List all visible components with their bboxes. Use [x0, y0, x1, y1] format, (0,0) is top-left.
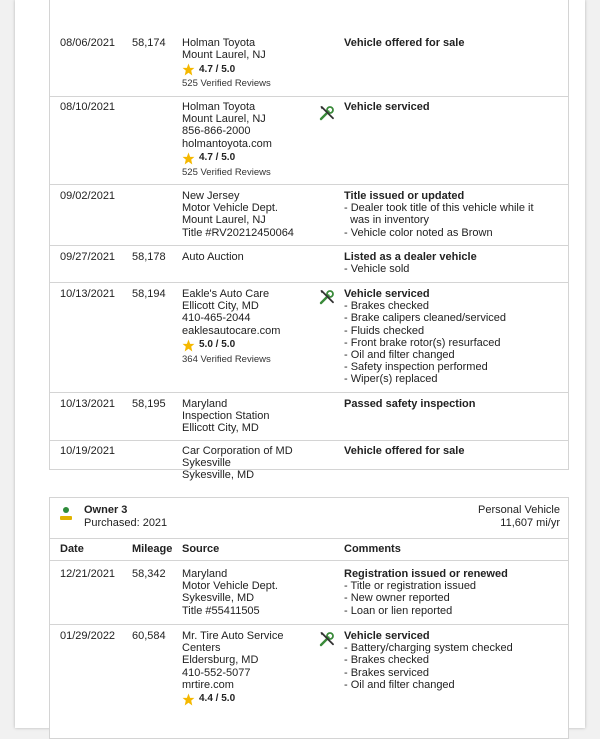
review-count-link[interactable]: 364 Verified Reviews: [182, 353, 271, 365]
comment-item: - Battery/charging system checked: [344, 642, 513, 655]
record-source: [182, 288, 322, 366]
rating: [182, 63, 322, 76]
record-mileage: 58,174: [132, 37, 166, 49]
source-phone[interactable]: 410-465-2044: [182, 312, 251, 325]
comment-title: Vehicle serviced: [344, 288, 430, 300]
source-line: Ellicott City, MD: [182, 422, 259, 435]
record-source: [182, 568, 322, 617]
record-source: [182, 251, 322, 263]
rating-score: 4.4 / 5.0: [199, 693, 236, 705]
comment-item: - Brakes checked: [344, 654, 429, 667]
rating: [182, 339, 322, 352]
comment-item: - Brakes serviced: [344, 666, 429, 679]
record-date: 12/21/2021: [60, 568, 116, 580]
comment-item: - Loan or lien reported: [344, 604, 453, 617]
source-line: Mount Laurel, NJ: [182, 49, 266, 62]
record-date: 09/27/2021: [60, 251, 116, 263]
comment-item: - Wiper(s) replaced: [344, 373, 438, 386]
source-line: Eldersburg, MD: [182, 654, 259, 667]
comment-item: was in inventory: [344, 214, 429, 227]
source-phone[interactable]: 410-552-5077: [182, 666, 251, 679]
source-line: Inspection Station: [182, 410, 270, 423]
source-line: Title #RV20212450064: [182, 226, 294, 239]
record-date: 08/06/2021: [60, 37, 116, 49]
comment-title: Vehicle offered for sale: [344, 37, 465, 49]
source-line: Centers: [182, 642, 221, 655]
owner-3-card: [49, 497, 569, 739]
source-line: Car Corporation of MD: [182, 445, 293, 457]
record-mileage: 60,584: [132, 630, 166, 642]
history-row: [50, 96, 568, 185]
record-source: [182, 101, 322, 179]
record-date: 10/13/2021: [60, 398, 116, 410]
rating-score: 4.7 / 5.0: [199, 152, 236, 164]
history-row: [50, 392, 568, 441]
wrench-screwdriver-icon: [318, 630, 336, 648]
record-comments: [344, 190, 564, 239]
source-website-link[interactable]: mrtire.com: [182, 678, 234, 691]
record-date: 01/29/2022: [60, 630, 116, 642]
review-count-link[interactable]: 525 Verified Reviews: [182, 166, 271, 178]
wrench-screwdriver-icon: [318, 104, 336, 122]
record-source: [182, 630, 322, 706]
owner-purchased: Purchased: 2021: [84, 517, 168, 529]
comment-item: - Brake calipers cleaned/serviced: [344, 312, 507, 325]
record-comments: [344, 251, 564, 275]
comment-item: - Safety inspection performed: [344, 361, 488, 374]
owner-header: [50, 498, 568, 539]
history-row: [50, 440, 568, 482]
report-page: [15, 0, 585, 728]
record-date: 10/19/2021: [60, 445, 116, 457]
comment-item: - Vehicle sold: [344, 263, 410, 276]
column-header-mileage: Mileage: [132, 543, 173, 555]
history-card-owner-2: [49, 0, 569, 482]
review-count-link[interactable]: 525 Verified Reviews: [182, 78, 271, 90]
rating: [182, 152, 322, 165]
comment-item: - Title or registration issued: [344, 580, 477, 593]
comment-item: - Front brake rotor(s) resurfaced: [344, 336, 501, 349]
source-line: Mr. Tire Auto Service: [182, 630, 284, 642]
source-line: Sykesville, MD: [182, 469, 255, 482]
comment-title: Listed as a dealer vehicle: [344, 251, 477, 263]
star-icon: [182, 339, 195, 352]
record-comments: [344, 398, 564, 410]
record-mileage: 58,178: [132, 251, 166, 263]
history-row: [50, 282, 568, 393]
record-comments: [344, 37, 564, 49]
wrench-screwdriver-icon: [318, 288, 336, 306]
comment-item: - Brakes checked: [344, 300, 429, 313]
source-line: Mount Laurel, NJ: [182, 113, 266, 126]
comment-title: Vehicle offered for sale: [344, 445, 465, 457]
source-line: Sykesville, MD: [182, 592, 255, 605]
source-line: Holman Toyota: [182, 101, 256, 113]
comment-item: - Fluids checked: [344, 324, 425, 337]
record-comments: [344, 101, 564, 113]
history-row: [50, 245, 568, 283]
source-line: Sykesville: [182, 457, 231, 470]
comment-title: Passed safety inspection: [344, 398, 476, 410]
record-comments: [344, 445, 564, 457]
source-line: Mount Laurel, NJ: [182, 214, 266, 227]
record-source: [182, 445, 322, 482]
source-line: Auto Auction: [182, 251, 244, 263]
source-line: Motor Vehicle Dept.: [182, 202, 278, 215]
record-source: [182, 190, 322, 239]
vehicle-use-type: Personal Vehicle: [478, 504, 560, 516]
comment-item: - Vehicle color noted as Brown: [344, 226, 493, 239]
record-date: 10/13/2021: [60, 288, 116, 300]
comment-item: - Dealer took title of this vehicle while it: [344, 202, 534, 215]
rating-score: 4.7 / 5.0: [199, 63, 236, 75]
history-row: [50, 624, 568, 738]
star-icon: [182, 152, 195, 165]
source-phone[interactable]: 856-866-2000: [182, 125, 251, 138]
source-line: Holman Toyota: [182, 37, 256, 49]
annual-mileage: 11,607 mi/yr: [500, 517, 560, 529]
history-row: [50, 184, 568, 246]
owner-title: Owner 3: [84, 504, 128, 516]
record-date: 09/02/2021: [60, 190, 116, 202]
star-icon: [182, 63, 195, 76]
record-comments: [344, 630, 564, 691]
record-mileage: 58,195: [132, 398, 166, 410]
star-icon: [182, 693, 195, 706]
column-header-date: Date: [60, 543, 84, 555]
record-comments: [344, 568, 564, 617]
source-line: Eakle's Auto Care: [182, 288, 270, 300]
comment-title: Registration issued or renewed: [344, 568, 508, 580]
column-header-source: Source: [182, 543, 220, 555]
comment-item: - Oil and filter changed: [344, 349, 455, 362]
record-source: [182, 398, 322, 435]
source-line: New Jersey: [182, 190, 240, 202]
history-row: [50, 561, 568, 625]
column-header-comments: Comments: [344, 543, 401, 555]
comment-item: - New owner reported: [344, 592, 450, 605]
source-line: Maryland: [182, 398, 228, 410]
owner-person-icon: [60, 506, 72, 520]
source-line: Motor Vehicle Dept.: [182, 580, 278, 593]
comment-title: Vehicle serviced: [344, 630, 430, 642]
comment-title: Title issued or updated: [344, 190, 465, 202]
source-website-link[interactable]: eaklesautocare.com: [182, 324, 281, 337]
record-source: [182, 37, 322, 91]
source-website-link[interactable]: holmantoyota.com: [182, 137, 272, 150]
record-mileage: 58,342: [132, 568, 166, 580]
record-mileage: 58,194: [132, 288, 166, 300]
history-row: [50, 0, 568, 97]
rating: [182, 693, 322, 706]
column-header-row: [50, 538, 568, 561]
record-comments: [344, 288, 564, 386]
comment-title: Vehicle serviced: [344, 101, 430, 113]
comment-item: - Oil and filter changed: [344, 678, 455, 691]
source-line: Ellicott City, MD: [182, 300, 259, 313]
record-date: 08/10/2021: [60, 101, 116, 113]
source-line: Title #55411505: [182, 604, 260, 617]
rating-score: 5.0 / 5.0: [199, 339, 236, 351]
source-line: Maryland: [182, 568, 228, 580]
